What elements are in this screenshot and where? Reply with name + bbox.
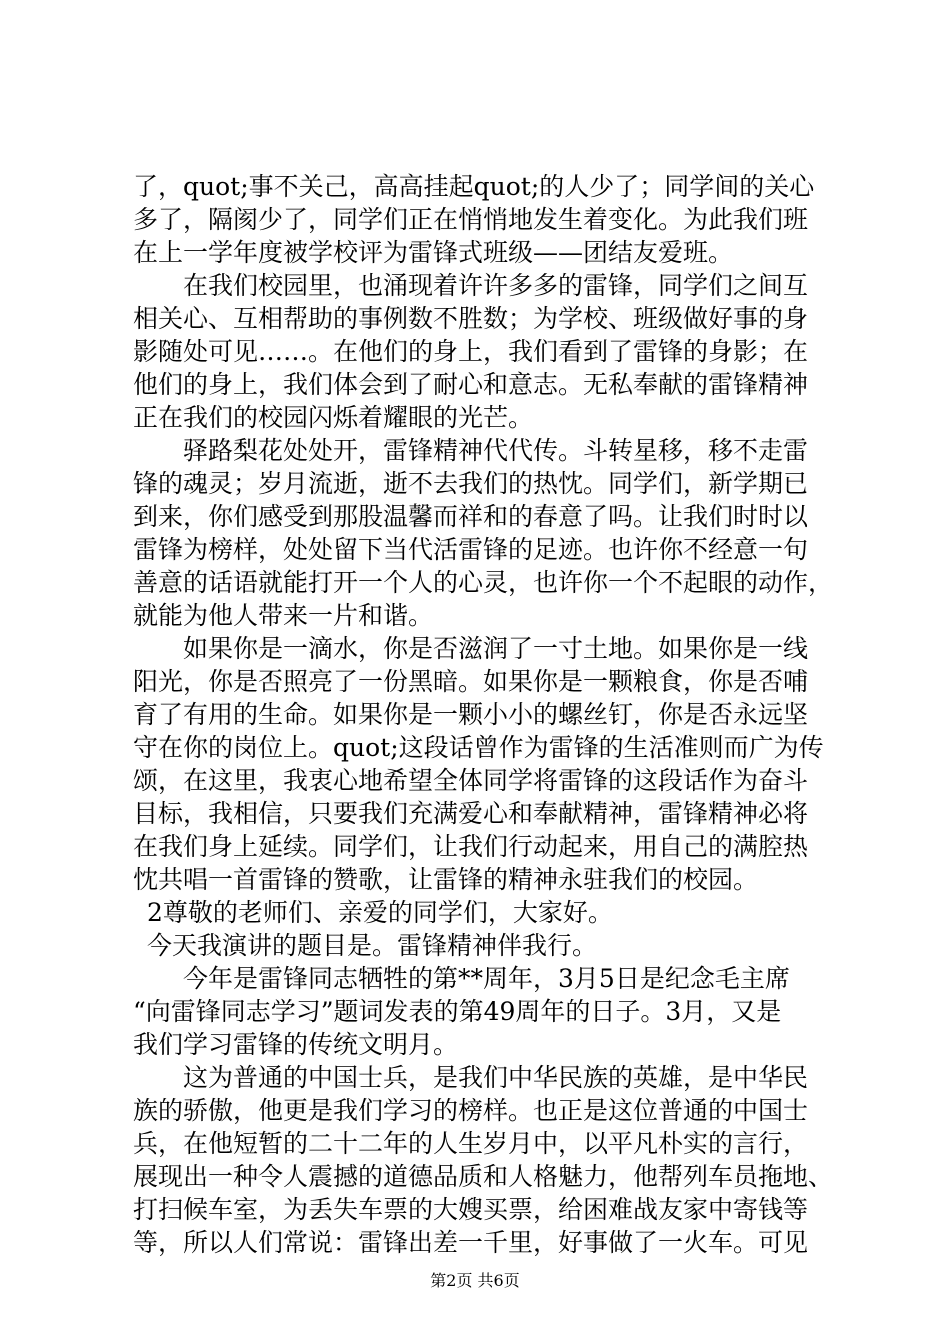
- paragraph-start-line: 驿路梨花处处开，雷锋精神代代传。斗转星移，移不走雷: [183, 436, 809, 465]
- text-line: 展现出一种令人震撼的道德品质和人格魅力，他帮列车员拖地、: [133, 1162, 834, 1191]
- paragraph-start-line: 在我们校园里，也涌现着许许多多的雷锋，同学们之间互: [183, 271, 809, 300]
- text-line: 阳光，你是否照亮了一份黑暗。如果你是一颗粮食，你是否哺: [133, 667, 809, 696]
- page-number-footer: 第2页 共6页: [430, 1271, 520, 1290]
- text-line: 忱共唱一首雷锋的赞歌，让雷锋的精神永驻我们的校园。: [133, 865, 759, 894]
- text-line: 善意的话语就能打开一个人的心灵，也许你一个不起眼的动作，: [133, 568, 834, 597]
- text-line: 在上一学年度被学校评为雷锋式班级——团结友爱班。: [133, 238, 734, 267]
- paragraph-start-line: 这为普通的中国士兵，是我们中华民族的英雄，是中华民: [183, 1063, 809, 1092]
- text-line: 打扫候车室，为丢失车票的大嫂买票，给困难战友家中寄钱等: [133, 1195, 809, 1224]
- text-line: 到来，你们感受到那股温馨而祥和的春意了吗。让我们时时以: [133, 502, 809, 531]
- text-line: 就能为他人带来一片和谐。: [133, 601, 434, 630]
- paragraph-start-line: 如果你是一滴水，你是否滋润了一寸土地。如果你是一线: [183, 634, 809, 663]
- text-line: 目标，我相信，只要我们充满爱心和奉献精神，雷锋精神必将: [133, 799, 809, 828]
- text-line: 等，所以人们常说：雷锋出差一千里，好事做了一火车。可见: [133, 1228, 809, 1257]
- paragraph-start-line: 今年是雷锋同志牺牲的第**周年，3月5日是纪念毛主席: [183, 964, 790, 993]
- text-line: 族的骄傲，他更是我们学习的榜样。也正是这位普通的中国士: [133, 1096, 809, 1125]
- text-line: 我们学习雷锋的传统文明月。: [133, 1030, 459, 1059]
- text-line: 雷锋为榜样，处处留下当代活雷锋的足迹。也许你不经意一句: [133, 535, 809, 564]
- text-line: 兵，在他短暂的二十二年的人生岁月中，以平凡朴实的言行，: [133, 1129, 809, 1158]
- text-line: 相关心、互相帮助的事例数不胜数；为学校、班级做好事的身: [133, 304, 809, 333]
- paragraph-start-line: 2尊敬的老师们、亲爱的同学们，大家好。: [147, 898, 613, 927]
- paragraph-start-line: 今天我演讲的题目是。雷锋精神伴我行。: [147, 931, 598, 960]
- text-line: 影随处可见……。在他们的身上，我们看到了雷锋的身影；在: [133, 337, 809, 366]
- text-line: 在我们身上延续。同学们，让我们行动起来，用自己的满腔热: [133, 832, 809, 861]
- text-line: 多了，隔阂少了，同学们正在悄悄地发生着变化。为此我们班: [133, 205, 809, 234]
- text-line: 锋的魂灵；岁月流逝，逝不去我们的热忱。同学们，新学期已: [133, 469, 809, 498]
- text-line: 他们的身上，我们体会到了耐心和意志。无私奉献的雷锋精神: [133, 370, 809, 399]
- text-line: 正在我们的校园闪烁着耀眼的光芒。: [133, 403, 534, 432]
- text-line: 了，quot;事不关己，高高挂起quot;的人少了；同学间的关心: [133, 172, 815, 201]
- text-line: 育了有用的生命。如果你是一颗小小的螺丝钉，你是否永远坚: [133, 700, 809, 729]
- document-body: [133, 170, 833, 1259]
- text-line: “向雷锋同志学习”题词发表的第49周年的日子。3月，又是: [133, 997, 782, 1026]
- text-line: 守在你的岗位上。quot;这段话曾作为雷锋的生活准则而广为传: [133, 733, 824, 762]
- text-line: 颂，在这里，我衷心地希望全体同学将雷锋的这段话作为奋斗: [133, 766, 809, 795]
